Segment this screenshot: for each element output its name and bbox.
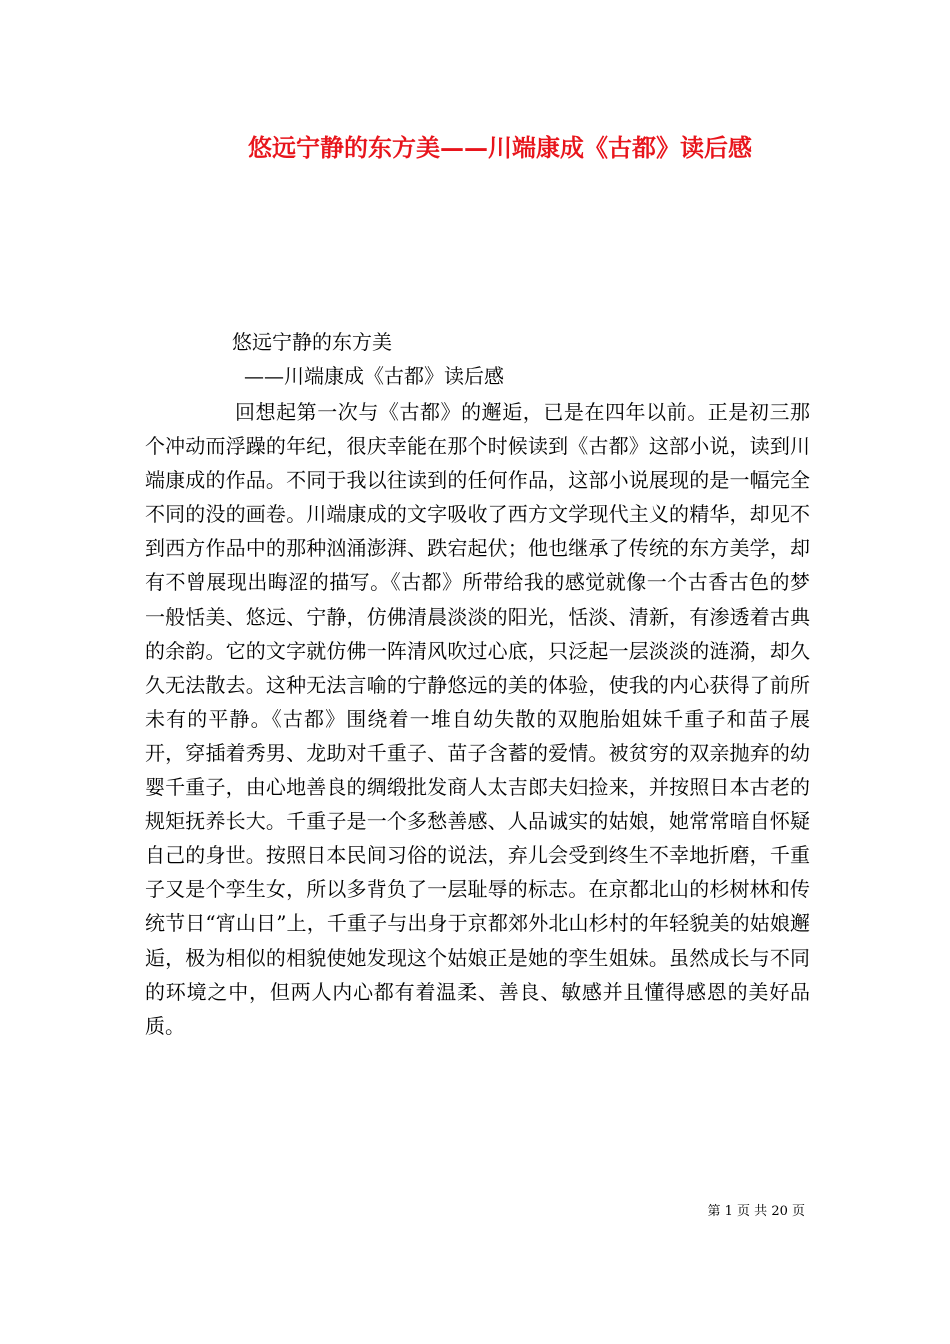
page-number-footer: 第 1 页 共 20 页 — [707, 1204, 805, 1219]
body-paragraph: 回想起第一次与《古都》的邂逅，已是在四年以前。正是初三那个冲动而浮躁的年纪，很庆幸能在那个时候读到《古都》这部小说，读到川端康成的作品。不同于我以往读到的任何作品，这部小说展现的是一幅完全不同的没的画卷。川端康成的文字吸收了西方文学现代主义的精华，却见不到西方作品中的那种汹涌澎湃、跌宕起伏；他也继承了传统的东方美学，却有不曾展现出晦涩的描写。《古都》所带给我的感觉就像一个古香古色的梦一般恬美、悠远、宁静，仿佛清晨淡淡的阳光，恬淡、清新，有渗透着古典的余韵。它的文字就仿佛一阵清风吹过心底，只泛起一层淡淡的涟漪，却久久无法散去。这种无法言喻的宁静悠远的美的体验，使我的内心获得了前所未有的平静。《古都》围绕着一堆自幼失散的双胞胎姐妹千重子和苗子展开，穿插着秀男、龙助对千重子、苗子含蓄的爱情。被贫穷的双亲抛弃的幼婴千重子，由心地善良的绸缎批发商人太吉郎夫妇捡来，并按照日本古老的规矩抚养长大。千重子是一个多愁善感、人品诚实的姑娘，她常常暗自怀疑自己的身世。按照日本民间习俗的说法，弃儿会受到终生不幸地折磨，千重子又是个孪生女，所以多背负了一层耻辱的标志。在京都北山的杉树林和传统节日“宵山日”上，千重子与出身于京都郊外北山杉村的年轻貌美的姑娘邂逅，极为相似的相貌使她发现这个姑娘正是她的孪生姐妹。虽然成长与不同的环境之中，但两人内心都有着温柔、善良、敏感并且懂得感恩的美好品质。 — [145, 400, 810, 1038]
subtitle-main: 悠远宁静的东方美 — [232, 330, 392, 354]
page-title: 悠远宁静的东方美——川端康成《古都》读后感 — [248, 133, 752, 162]
subtitle-secondary: ——川端康成《古都》读后感 — [244, 364, 504, 388]
